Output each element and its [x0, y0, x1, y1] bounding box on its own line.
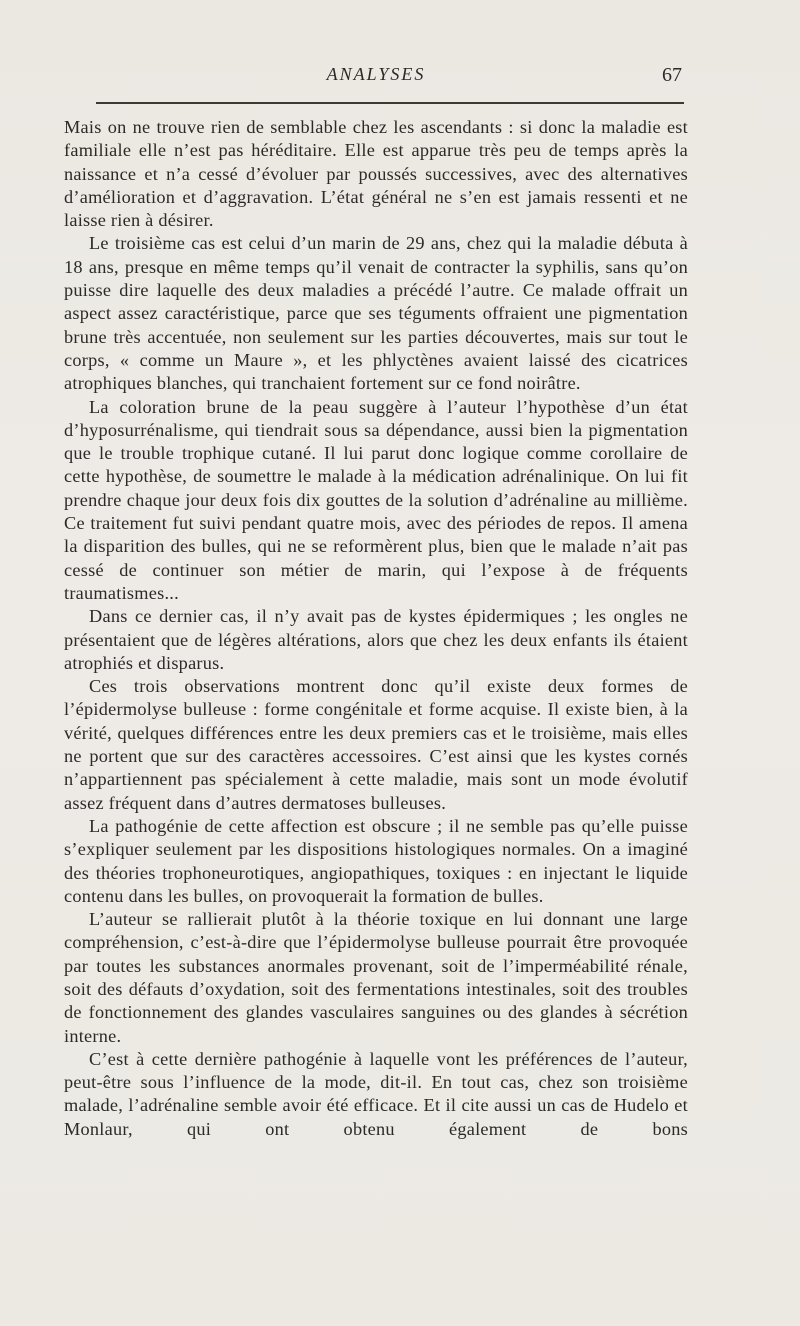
- paragraph-7: L’auteur se rallierait plutôt à la théorie toxique en lui donnant une large compréhension, c’est-à-dire que l’épidermolyse bulleuse pourrait être provoquée par toutes les substances anormales provenant, soit de l’imperméabilité rénale, soit des défauts d’oxydation, soit des fermentations intestinales, soit des troubles de fonctionnement des glandes vasculaires sanguines ou des glandes à sécrétion interne.: [64, 909, 688, 1046]
- header-rule: [96, 102, 684, 104]
- paragraph-6: La pathogénie de cette affection est obscure ; il ne semble pas qu’elle puisse s’expliquer seulement par les dispositions histologiques normales. On a imaginé des théories trophoneurotiques, angiopathiques, toxiques : en injectant le liquide contenu dans les bulles, on provoquerait la formation de bulles.: [64, 815, 688, 906]
- page-number: 67: [662, 64, 682, 86]
- paragraph-4: Dans ce dernier cas, il n’y avait pas de kystes épidermiques ; les ongles ne présentaient que de légères altérations, alors que chez les deux enfants ils étaient atrophiés et disparus.: [64, 606, 688, 673]
- page-header: [66, 64, 686, 94]
- body-text: [64, 116, 688, 1141]
- paragraph-2: Le troisième cas est celui d’un marin de 29 ans, chez qui la maladie débuta à 18 ans, presque en même temps qu’il venait de contracter la syphilis, sans qu’on puisse dire laquelle des deux maladies a précédé l’autre. Ce malade offrait un aspect assez caractéristique, parce que ses téguments offraient une pigmentation brune très accentuée, non seulement sur les parties découvertes, mais sur tout le corps, « comme un Maure », et les phlyctènes avaient laissé des cicatrices atrophiques blanches, qui tranchaient fortement sur ce fond noirâtre.: [64, 233, 688, 394]
- running-title: ANALYSES: [326, 64, 426, 84]
- paragraph-3: La coloration brune de la peau suggère à l’auteur l’hypothèse d’un état d’hyposurrénalisme, qui tiendrait sous sa dépendance, aussi bien la pigmentation que le trouble trophique cutané. Il lui parut donc logique comme corollaire de cette hypothèse, de soumettre le malade à la médication adrénalinique. On lui fit prendre chaque jour deux fois dix gouttes de la solution d’adrénaline au millième. Ce traitement fut suivi pendant quatre mois, avec des périodes de repos. Il amena la disparition des bulles, qui ne se reformèrent plus, bien que le malade n’ait pas cessé de continuer son métier de marin, qui l’expose à de fréquents traumatismes...: [64, 396, 688, 603]
- paragraph-1: Mais on ne trouve rien de semblable chez les ascendants : si donc la maladie est familiale elle n’est pas héréditaire. Elle est apparue très peu de temps après la naissance et n’a cessé d’évoluer par poussés successives, avec des alternatives d’amélioration et d’aggravation. L’état général ne s’en est jamais ressenti et ne laisse rien à désirer.: [64, 117, 688, 231]
- paragraph-8: C’est à cette dernière pathogénie à laquelle vont les préférences de l’auteur, peut-être sous l’influence de la mode, dit-il. En tout cas, chez son troisième malade, l’adrénaline semble avoir été efficace. Et il cite aussi un cas de Hudelo et Monlaur, qui ont obtenu également de bons: [64, 1048, 688, 1139]
- paragraph-5: Ces trois observations montrent donc qu’il existe deux formes de l’épidermolyse bulleuse : forme congénitale et forme acquise. Il existe bien, à la vérité, quelques différences entre les deux premiers cas et le troisième, mais elles ne portent que sur des caractères accessoires. C’est ainsi que les kystes cornés n’appartiennent pas spécialement à cette maladie, mais sont un mode évolutif assez fréquent dans d’autres dermatoses bulleuses.: [64, 676, 688, 813]
